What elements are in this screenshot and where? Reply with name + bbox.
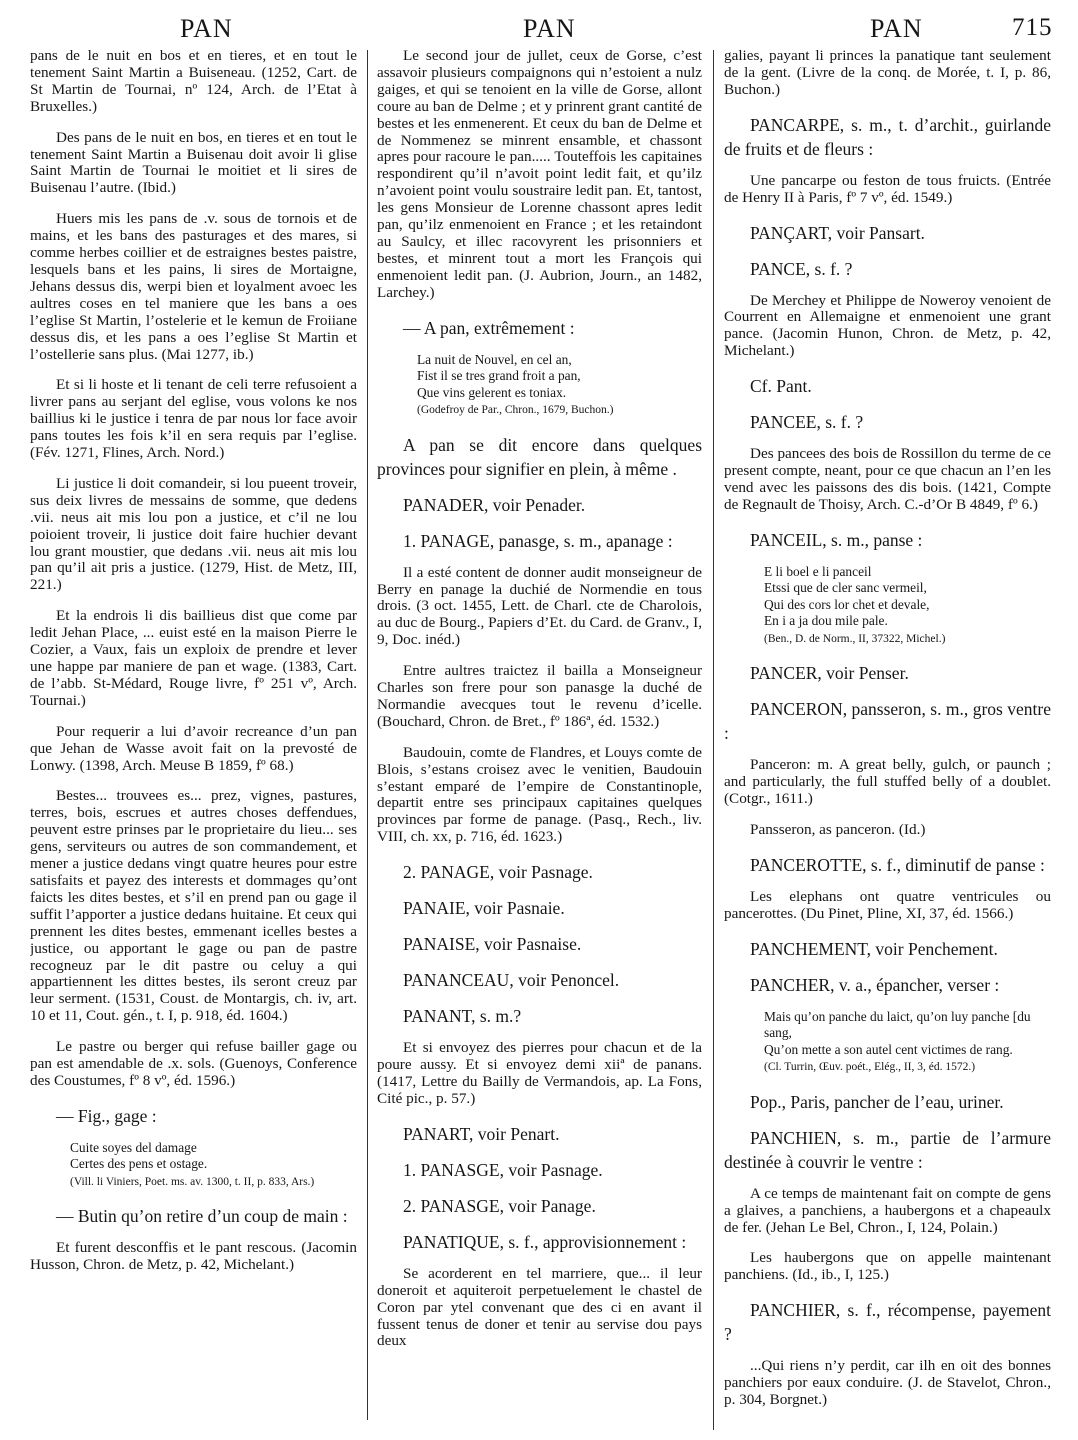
verse-quotation [764, 564, 1051, 648]
entry-heading: PANCEE, s. f. ? [750, 412, 864, 433]
citation-paragraph: Une pancarpe ou feston de tous fruicts. (Entrée de Henry II à Paris, fº 7 vº, éd. 1549.) [724, 171, 1051, 206]
citation-paragraph: Et si li hoste et li tenant de celi terre refusoient a livrer pans au serjant del eglise, vous volons ke nos baillius ki le justice i tenra de par nous lor face avoir pans toutes les fois k’il en sera requis par l’eglise. (Fév. 1271, Flines, Arch. Nord.) [30, 376, 357, 462]
citation-paragraph: Et si envoyez des pierres pour chacun et de la poure aussy. Et si envoyez demi xiiª de panans. (1417, Lettre du Bailly de Vermandois, ap. La Fons, Cité pic., p. 57.) [377, 1039, 702, 1107]
verse-line: Fist il se tres grand froit a pan, [417, 368, 581, 384]
verse-quotation [417, 352, 702, 419]
entry-heading: PANCHIER, s. f., récompense, payement ? [724, 1300, 1051, 1345]
citation-paragraph: Il a esté content de donner audit monseigneur de Berry en panage la duchié de Normendie en tous drois. (3 oct. 1455, Lett. de Charl. cte de Charolois, au duc de Bourg., Papiers d’Et. du Card. de Granv., I, 9, Doc. inéd.) [377, 563, 702, 649]
verse-quotation [70, 1140, 357, 1191]
verse-quotation [764, 1009, 1051, 1076]
citation-paragraph: Des pans de le nuit en bos, en tieres et en tout le tenement Saint Martin a Buisenau doit avoir li glise Saint Martin de Tournai le moitiet et li sires de Buisenau l’autre. (Ibid.) [30, 128, 357, 197]
entry-heading: PANATIQUE, s. f., approvisionnement : [403, 1231, 687, 1252]
text-column-3 [724, 48, 1051, 1428]
verse-source: (Godefroy de Par., Chron., 1679, Buchon.) [417, 404, 614, 417]
citation-paragraph: De Merchey et Philippe de Noweroy venoient de Courrent en Allemaigne et enmenoient une grant pance. (Jacomin Hunon, Chron. de Metz, p. 42, Michelant.) [724, 291, 1051, 360]
citation-paragraph: Huers mis les pans de .v. sous de tornois et de mains, et les bans des pasturages et des mares, si comme herbes coillier et de estraignes bestes paistre, lesquels bans et les pains, li sires de Mortaigne, Jehans dessus dis, werpi bien et loyalment avoec les aultres coses en tel maniere que les bans a oes l’eglise St Martin, l’ostelerie et le kemun de Froiiane dessus dis, et les pans a oes l’eglise St Martin et l’ostellerie sans plus. (Mai 1277, ib.) [30, 210, 357, 363]
entry-heading: PANART, voir Penart. [403, 1123, 560, 1144]
verse-line: Mais qu’on panche du laict, qu’on luy panche [du sang, [764, 1008, 1031, 1041]
entry-heading: PANCHIEN, s. m., partie de l’armure destinée à couvrir le ventre : [724, 1127, 1051, 1172]
running-head-center: PAN [523, 14, 576, 43]
citation-paragraph: Le second jour de jullet, ceux de Gorse, c’est assavoir plusieurs compaignons qui n’estoient a nulz gaiges, et qui se tenoient en la ville de Gorse, allont coure au ban de Delme ; et y prinrent grant cantité de bestes et les enmenerent. Et ceux du ban de Delme et de Nommenez se minrent ensamble, et chassont apres pour racoure le pan..... Touteffois les capitaines respondirent qu’il n’avoit point ledit fait, et qu’ilz n’avoient point voulu soustraire ledit pan. Et, tantost, les gens Monsieur de Lorenne chassont apres ledit pan, qu’ilz enmenoient en France ; et les retaindont au Saulcy, et illec racovyrent les prisonniers et bestes, et minrent tout a mort les François qui enmenoient ledit pan. (J. Aubrion, Journ., an 1482, Larchey.) [377, 48, 702, 301]
citation-paragraph: Baudouin, comte de Flandres, et Louys comte de Blois, s’estans croisez avec le venitien, Baudouin s’estant emparé de l’empire de Constantinople, departit entre ses principaux capitaines quelques provinces par forme de panage. (Pasq., Rech., liv. VIII, ch. xx, p. 716, éd. 1623.) [377, 743, 702, 846]
citation-paragraph: Des pancees des bois de Rossillon du terme de ce present compte, neant, pour ce que chacun an l’en les vend avec les paissons des dis bois. (1421, Compte de Regnault de Thoisy, Arch. C.-d’Or B 4849, fº 6.) [724, 445, 1051, 513]
entry-heading: — Fig., gage : [56, 1105, 157, 1126]
text-column-2 [377, 48, 702, 1428]
citation-paragraph: Entre aultres traictez il bailla a Monseigneur Charles son frere pour son panasge la duché de Normandie avecques tout le revenu d’icelle. (Bouchard, Chron. de Bret., fº 186ª, éd. 1532.) [377, 662, 702, 730]
citation-paragraph: Panceron: m. A great belly, gulch, or paunch ; and particularly, the full stuffed belly of a doublet. (Cotgr., 1611.) [724, 756, 1051, 808]
citation-paragraph: Et furent desconffis et le pant rescous. (Jacomin Husson, Chron. de Metz, p. 42, Michelant.) [30, 1239, 357, 1274]
verse-line: Qui des cors lor chet et devale, [764, 596, 930, 612]
entry-heading: Cf. Pant. [750, 376, 812, 397]
verse-source: (Ben., D. de Norm., II, 37322, Michel.) [764, 632, 946, 645]
entry-heading: PANCHEMENT, voir Penchement. [750, 938, 998, 959]
entry-heading: PANCHER, v. a., épancher, verser : [750, 974, 1000, 995]
verse-line: Etssi que de cler sanc vermeil, [764, 580, 927, 596]
verse-line: Qu’on mette a son autel cent victimes de rang. [764, 1041, 1013, 1057]
column-rule [367, 50, 368, 1420]
verse-source: (Vill. li Viniers, Poet. ms. av. 1300, t. II, p. 833, Ars.) [70, 1175, 315, 1188]
citation-paragraph: Les haubergons que on appelle maintenant panchiens. (Id., ib., I, 125.) [724, 1249, 1051, 1284]
verse-line: E li boel e li panceil [764, 563, 872, 579]
entry-heading: PANCER, voir Penser. [750, 663, 909, 684]
entry-heading: PANCARPE, s. m., t. d’archit., guirlande de fruits et de fleurs : [724, 114, 1051, 159]
verse-source: (Cl. Turrin, Œuv. poét., Elég., II, 3, éd. 1572.) [764, 1061, 976, 1074]
entry-heading: A pan se dit encore dans quelques provinces pour signifier en plein, à même . [377, 434, 702, 479]
entry-heading: 2. PANASGE, voir Panage. [403, 1195, 596, 1216]
entry-heading: PANÇART, voir Pansart. [750, 222, 925, 243]
text-column-1 [30, 48, 357, 1428]
citation-paragraph: Pour requerir a lui d’avoir recreance d’un pan que Jehan de Wasse avoit fait on la prevosté de Lonwy. (1398, Arch. Meuse B 1859, fº 68.) [30, 722, 357, 774]
entry-heading: 2. PANAGE, voir Pasnage. [403, 862, 593, 883]
citation-paragraph: Li justice li doit comandeir, si lou pueent troveir, sus deix livres de messains de somme, que dedens .vii. neus ait mis lou pon a justice, et c’il ne lou poioient troveir, li justice doit faire huchier devant lou grant moustier, que dedans .vii. neus ait mis lou pan qu’il ait pris a justice. (1279, Hist. de Metz, III, 221.) [30, 474, 357, 594]
entry-heading: PANADER, voir Penader. [403, 494, 586, 515]
entry-heading: 1. PANAGE, panasge, s. m., apanage : [403, 530, 673, 551]
verse-line: Cuite soyes del damage [70, 1139, 197, 1155]
entry-heading: 1. PANASGE, voir Pasnage. [403, 1159, 603, 1180]
verse-line: La nuit de Nouvel, en cel an, [417, 351, 572, 367]
verse-line: Que vins gelerent es toniax. [417, 384, 567, 400]
citation-paragraph: ...Qui riens n’y perdit, car ilh en oit des bonnes panchiers por eaux conduire. (J. de Stavelot, Chron., p. 304, Borgnet.) [724, 1357, 1051, 1409]
running-head-left: PAN [180, 14, 233, 43]
citation-paragraph: Le pastre ou berger qui refuse bailler gage ou pan est amendable de .x. sols. (Guenoys, Conference des Coustumes, fº 8 vº, éd. 1596.) [30, 1038, 357, 1089]
citation-paragraph: Bestes... trouvees es... prez, vignes, pastures, terres, bois, escrues et autres choses deffendues, peuvent estre prinses par le proprietaire du lieu... ses gens, serviteurs ou autres de son commandement, et mener a justice dedans vingt quatre heures pour estre satisfaits et payez des interests et dommages qu’ont faicts les dites bestes, et s’il en prend pan ou gage il suffit l’apporter a justice dedans huitaine. Et ceux qui prennent les dites bestes, emmenant icelles bestes a justice, ou apportant le gage ou pan de pastre recogneuz par le dit pastre ou celuy a qui appartiennent les dittes bestes, ils seront creuz par leur serment. (1531, Coust. de Montargis, ch. iv, art. 10 et 11, Cout. gén., t. I, p. 918, éd. 1604.) [30, 787, 357, 1025]
entry-heading: PANANT, s. m.? [403, 1006, 522, 1027]
verse-line: Certes des pens et ostage. [70, 1156, 208, 1172]
page-number: 715 [1012, 14, 1053, 41]
citation-paragraph: Pansseron, as panceron. (Id.) [750, 821, 926, 838]
citation-paragraph: galies, payant li princes la panatique tant seulement de la gent. (Livre de la conq. de Morée, t. I, p. 86, Buchon.) [724, 48, 1051, 98]
entry-heading: — Butin qu’on retire d’un coup de main : [56, 1206, 348, 1227]
entry-heading: PANAIE, voir Pasnaie. [403, 898, 565, 919]
citation-paragraph: A ce temps de maintenant fait on compte de gens a glaives, a panchiens, a haubergons et a chapeaulx de fer. (Jehan Le Bel, Chron., I, 124, Polain.) [724, 1184, 1051, 1236]
verse-line: En i a ja dou mile pale. [764, 613, 888, 629]
entry-heading: PANCE, s. f. ? [750, 258, 853, 279]
entry-heading: PANAISE, voir Pasnaise. [403, 934, 582, 955]
entry-heading: PANCEIL, s. m., panse : [750, 529, 923, 550]
citation-paragraph: Se acorderent en tel marriere, que... il leur doneroit et aquiteroit perpetuelement le chastel de Coron par ytel convenant que des ci en avant il fussent tenus de doner et tenir au servise dou pays deux [377, 1264, 702, 1350]
entry-heading: Pop., Paris, pancher de l’eau, uriner. [750, 1091, 1004, 1112]
entry-heading: PANANCEAU, voir Penoncel. [403, 970, 620, 991]
running-head-right: PAN [870, 14, 923, 43]
citation-paragraph: pans de le nuit en bos et en tieres, et en tout le tenement Saint Martin a Buiseneau. (1252, Cart. de St Martin de Tournai, nº 124, Arch. de l’Etat à Bruxelles.) [30, 48, 357, 115]
entry-heading: — A pan, extrêmement : [403, 317, 575, 338]
citation-paragraph: Les elephans ont quatre ventricules ou pancerottes. (Du Pinet, Pline, XI, 37, éd. 1566.) [724, 887, 1051, 922]
entry-heading: PANCEROTTE, s. f., diminutif de panse : [750, 854, 1045, 875]
citation-paragraph: Et la endrois li dis baillieus dist que come par ledit Jehan Place, ... euist esté en la maison Pierre le Cozier, a Vaux, fais un exploix de prendre et lever une happe par maniere de pan et wage. (1383, Cart. de l’abb. St-Médard, Rouge livre, fº 251 vº, Arch. Tournai.) [30, 607, 357, 709]
entry-heading: PANCERON, pansseron, s. m., gros ventre : [724, 699, 1051, 744]
column-rule [713, 50, 714, 1430]
